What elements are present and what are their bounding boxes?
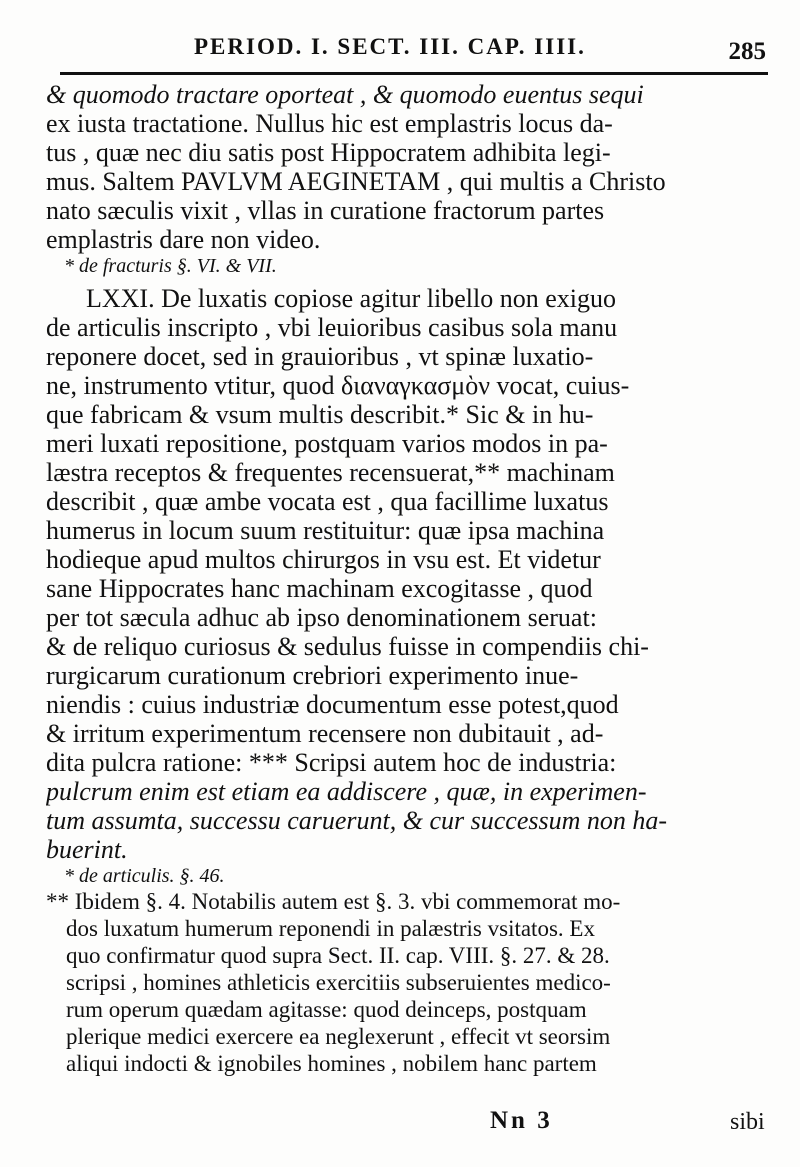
footnote-articulis: * de articulis. §. 46.	[64, 865, 225, 887]
running-head: PERIOD. I. SECT. III. CAP. IIII.	[194, 34, 586, 59]
footnote-fracturis: * de fracturis §. VI. & VII.	[64, 255, 277, 277]
text-line: & de reliquo curiosus & sedulus fuisse in compendiis chi-	[46, 632, 649, 661]
text-line: per tot sæcula adhuc ab ipso denominationem seruat:	[46, 603, 597, 632]
text-line: de articulis inscripto , vbi leuioribus casibus sola manu	[46, 313, 618, 342]
header-rule	[60, 72, 768, 75]
text-line: buerint.	[46, 835, 128, 864]
text-line: & irritum experimentum recensere non dubitauit , ad-	[46, 719, 604, 748]
text-line: meri luxati repositione, postquam varios modos in pa-	[46, 429, 608, 458]
text-line: sane Hippocrates hanc machinam excogitasse , quod	[46, 574, 593, 603]
text-line: ne, instrumento vtitur, quod διαναγκασμὸν vocat, cuius-	[46, 371, 630, 400]
page-body	[46, 80, 768, 1077]
text-line: hodieque apud multos chirurgos in vsu est. Et videtur	[46, 545, 601, 574]
catchword: sibi	[730, 1109, 765, 1135]
note-line: plerique medici exercere ea neglexerunt , effecit vt seorsim	[66, 1024, 611, 1049]
text-line: mus. Saltem PAVLVM AEGINETAM , qui multis a Christo	[46, 167, 666, 196]
note-line: quo confirmatur quod supra Sect. II. cap. VIII. §. 27. & 28.	[66, 943, 610, 968]
text-line: reponere docet, sed in grauioribus , vt spinæ luxatio-	[46, 342, 594, 371]
note-line: dos luxatum humerum reponendi in palæstris vsitatos. Ex	[66, 916, 595, 941]
note-line: scripsi , homines athleticis exercitiis subseruientes medico-	[66, 970, 611, 995]
text-line: nato sæculis vixit , vllas in curatione fractorum partes	[46, 196, 605, 225]
note-line: rum operum quædam agitasse: quod deinceps, postquam	[66, 997, 587, 1022]
text-line: dita pulcra ratione: *** Scripsi autem hoc de industria:	[46, 748, 617, 777]
page-number: 285	[728, 38, 766, 65]
text-line: que fabricam & vsum multis describit.* Sic & in hu-	[46, 400, 594, 429]
text-line: emplastris dare non video.	[46, 225, 321, 254]
text-line: & quomodo tractare oporteat , & quomodo euentus sequi	[46, 80, 644, 109]
text-line: describit , quæ ambe vocata est , qua facillime luxatus	[46, 487, 609, 516]
paragraph-2	[46, 284, 768, 864]
text-line: humerus in locum suum restituitur: quæ ipsa machina	[46, 516, 605, 545]
text-line: niendis : cuius industriæ documentum esse potest,quod	[46, 690, 619, 719]
note-line: aliqui indocti & ignobiles homines , nobilem hanc partem	[66, 1051, 597, 1076]
footnotes	[46, 864, 768, 1077]
text-line: rurgicarum curationum crebriori experimento inue-	[46, 661, 579, 690]
text-line: læstra receptos & frequentes recensuerat,** machinam	[46, 458, 615, 487]
text-line: ex iusta tractatione. Nullus hic est emplastris locus da-	[46, 109, 613, 138]
signature-mark: Nn 3	[490, 1107, 553, 1134]
page-header	[44, 32, 768, 72]
paragraph-1	[46, 80, 768, 254]
text-line: LXXI. De luxatis copiose agitur libello non exiguo	[86, 284, 617, 313]
text-line: tum assumta, successu caruerunt, & cur successum non ha-	[46, 806, 668, 835]
note-line: ** Ibidem §. 4. Notabilis autem est §. 3. vbi commemorat mo-	[46, 889, 621, 914]
text-line: tus , quæ nec diu satis post Hippocratem adhibita legi-	[46, 138, 611, 167]
text-line: pulcrum enim est etiam ea addiscere , quæ, in experimen-	[46, 777, 647, 806]
